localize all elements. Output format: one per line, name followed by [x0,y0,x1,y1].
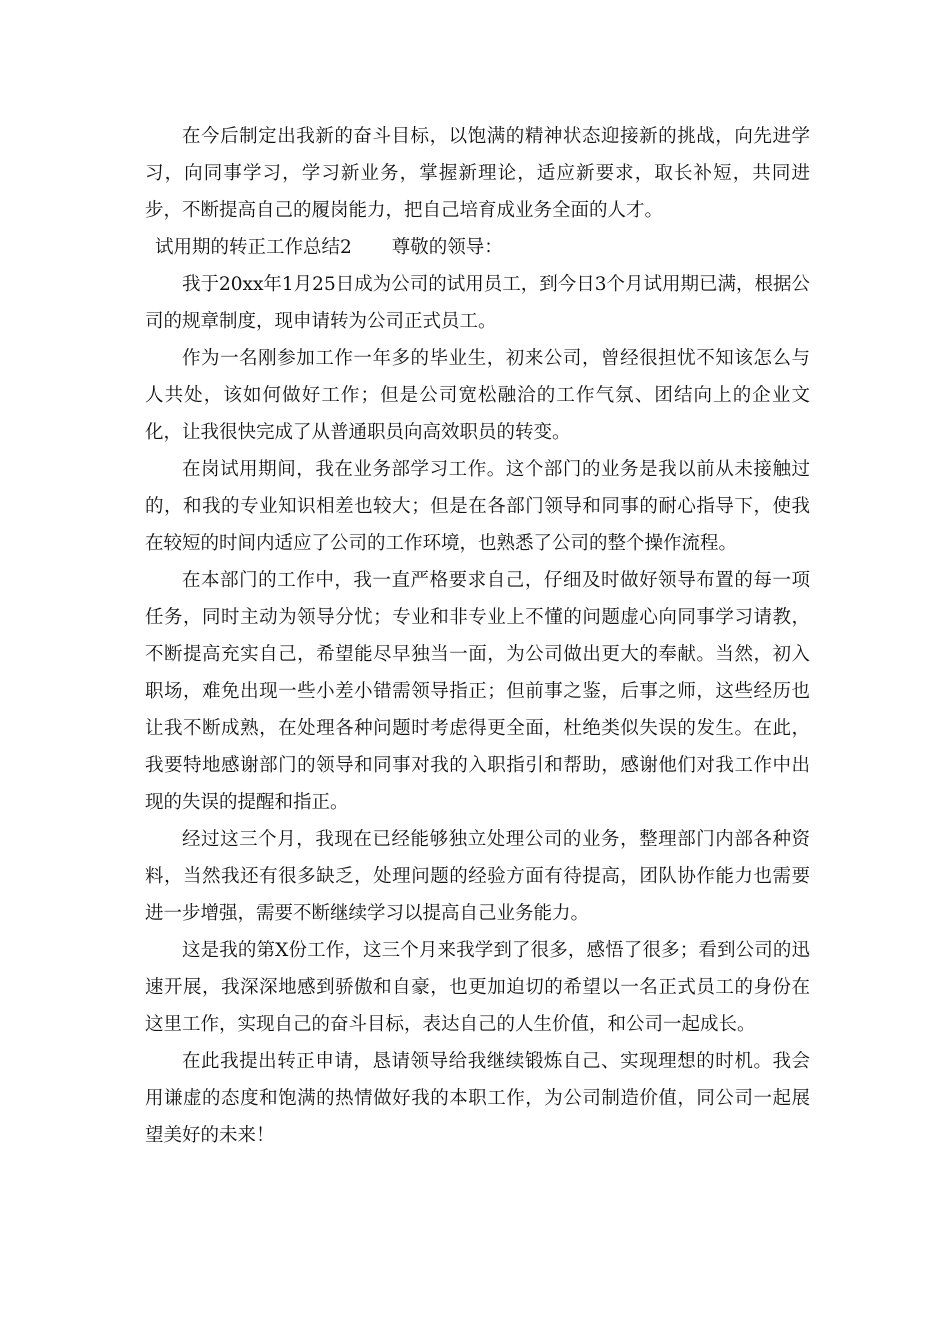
section-heading-line [145,229,810,266]
document-body [145,118,810,1154]
intro-paragraph: 在今后制定出我新的奋斗目标，以饱满的精神状态迎接新的挑战，向先进学习，向同事学习，学习新业务，掌握新理论，适应新要求，取长补短，共同进步，不断提高自己的履岗能力，把自己培育成业务全面的人才。 [145,126,810,221]
body-paragraph: 经过这三个月，我现在已经能够独立处理公司的业务，整理部门内部各种资料，当然我还有很多缺乏，处理问题的经验方面有待提高，团队协作能力也需要进一步增强，需要不断继续学习以提高自己业务能力。 [145,829,810,924]
section-title: 试用期的转正工作总结2 [155,237,352,258]
salutation: 尊敬的领导： [391,237,503,258]
body-paragraph: 在此我提出转正申请，恳请领导给我继续锻炼自己、实现理想的时机。我会用谦虚的态度和饱满的热情做好我的本职工作，为公司制造价值，同公司一起展望美好的未来！ [145,1051,810,1146]
body-paragraph: 在本部门的工作中，我一直严格要求自己，仔细及时做好领导布置的每一项任务，同时主动为领导分忧；专业和非专业上不懂的问题虚心向同事学习请教，不断提高充实自己，希望能尽早独当一面，为公司做出更大的奉献。当然，初入职场，难免出现一些小差小错需领导指正；但前事之鉴，后事之师，这些经历也让我不断成熟，在处理各种问题时考虑得更全面，杜绝类似失误的发生。在此，我要特地感谢部门的领导和同事对我的入职指引和帮助，感谢他们对我工作中出现的失误的提醒和指正。 [145,570,810,813]
body-paragraph: 我于20xx年1月25日成为公司的试用员工，到今日3个月试用期已满，根据公司的规章制度，现申请转为公司正式员工。 [145,274,810,332]
body-paragraph: 在岗试用期间，我在业务部学习工作。这个部门的业务是我以前从未接触过的，和我的专业知识相差也较大；但是在各部门领导和同事的耐心指导下，使我在较短的时间内适应了公司的工作环境，也熟悉了公司的整个操作流程。 [145,459,810,554]
body-paragraph: 作为一名刚参加工作一年多的毕业生，初来公司，曾经很担忧不知该怎么与人共处，该如何做好工作；但是公司宽松融洽的工作气氛、团结向上的企业文化，让我很快完成了从普通职员向高效职员的转变。 [145,348,810,443]
body-paragraph: 这是我的第X份工作，这三个月来我学到了很多，感悟了很多；看到公司的迅速开展，我深深地感到骄傲和自豪，也更加迫切的希望以一名正式员工的身份在这里工作，实现自己的奋斗目标，表达自己的人生价值，和公司一起成长。 [145,940,810,1035]
